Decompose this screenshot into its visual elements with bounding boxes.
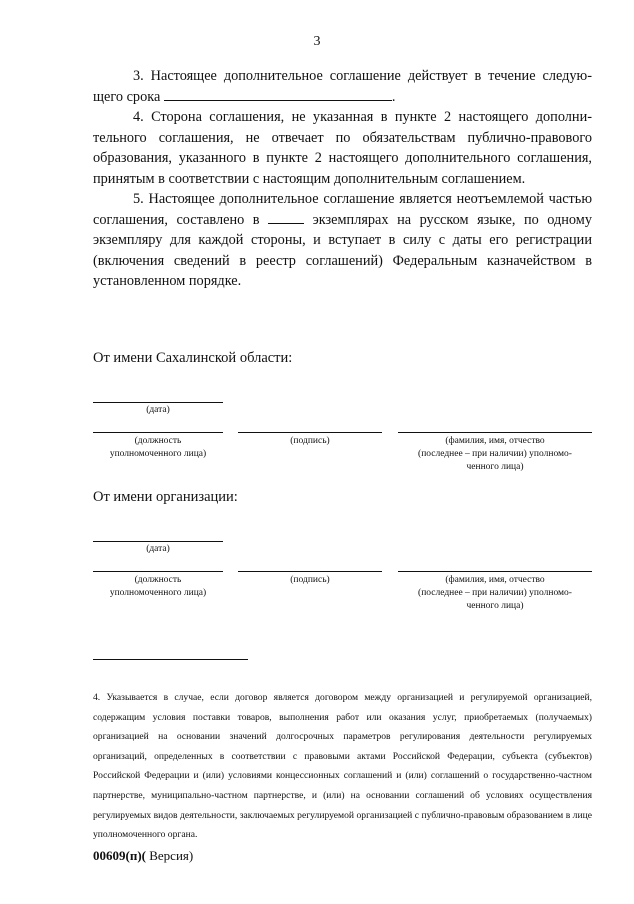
fio-caption-line-2: (последнее – при наличии) уполномо- (418, 449, 572, 459)
clause-3-end: . (391, 88, 396, 105)
signature-line (238, 571, 382, 572)
clause-5-after: экземплярах на русском языке, по одному экземпляру для каждой стороны, и вступает в силу с даты его регистрации (включения сведений в реестр соглашений) Федеральным казначейством в установленном порядке. (93, 211, 593, 289)
copies-blank-line (268, 211, 304, 224)
footnote-separator (93, 659, 248, 660)
page-number: 3 (313, 34, 321, 49)
fio-caption-line-1: (фамилия, имя, отчество (445, 575, 545, 585)
signature-caption: (подпись) (290, 575, 330, 585)
position-line (93, 571, 223, 572)
fio-caption-line-2: (последнее – при наличии) уполномо- (418, 588, 572, 598)
document-code (93, 848, 193, 864)
date-line (93, 541, 223, 542)
signature-heading-region: От имени Сахалинской области: (93, 350, 293, 366)
date-caption: (дата) (146, 405, 170, 415)
signature-caption: (подпись) (290, 436, 330, 446)
footnote-4: 4. Указывается в случае, если договор является договором между организацией и регулируемой организацией, содержащим условия поставки товаров, выполнения работ или оказания услуг, приобретаемых (получаемых) организацией на основании значений долгосрочных параметров регулирования деятельности регулируемых организаций, определенных в соответствии с правовыми актами Российской Федерации, субъекта (субъектов) Российской Федерации и (или) условиями концессионных соглашений и (или) соглашений о государственно-частном партнерстве, муниципально-частном партнерстве, и (или) на основании соглашений об условиях осуществления регулируемых видов деятельности, заключаемых регулируемой организацией с публично-правовым образованием в лице уполномоченного органа. (93, 692, 592, 841)
fio-caption (398, 435, 592, 474)
fio-caption-line-1: (фамилия, имя, отчество (445, 436, 545, 446)
fio-line (398, 432, 592, 433)
clause-3 (93, 66, 592, 107)
fio-caption (398, 574, 592, 613)
date-line (93, 402, 223, 403)
fio-line (398, 571, 592, 572)
clause-5-before: 5. Настоящее дополнительное соглашение является неотъемлемой частью соглашения, составлено в (93, 191, 592, 228)
fio-caption-line-3: ченного лица) (466, 601, 524, 611)
clause-3-text: 3. Настоящее дополнительное соглашение действует в течение следующего срока (93, 68, 592, 105)
position-caption (93, 574, 223, 600)
fio-caption-line-3: ченного лица) (466, 462, 524, 472)
clause-4: 4. Сторона соглашения, не указанная в пункте 2 настоящего дополнительного соглашения, не отвечает по обязательствам публично-правового образования, указанного в пункте 2 настоящего дополнительного соглашения, принятым в соответствии с настоящим дополнительным соглашением. (93, 109, 592, 187)
document-code-number: 00609(п)( (93, 848, 146, 863)
term-blank-line (164, 88, 392, 101)
agreement-body (93, 66, 592, 292)
position-caption-line-1: (должность (134, 436, 182, 446)
signature-line (238, 432, 382, 433)
signature-heading-organization: От имени организации: (93, 489, 238, 505)
position-line (93, 432, 223, 433)
position-caption-line-1: (должность (134, 575, 182, 585)
position-caption-line-2: уполномоченного лица) (109, 588, 207, 598)
position-caption (93, 435, 223, 461)
document-code-version: Версия) (145, 848, 194, 863)
position-caption-line-2: уполномоченного лица) (109, 449, 207, 459)
date-caption: (дата) (146, 544, 170, 554)
clause-5 (93, 189, 592, 292)
